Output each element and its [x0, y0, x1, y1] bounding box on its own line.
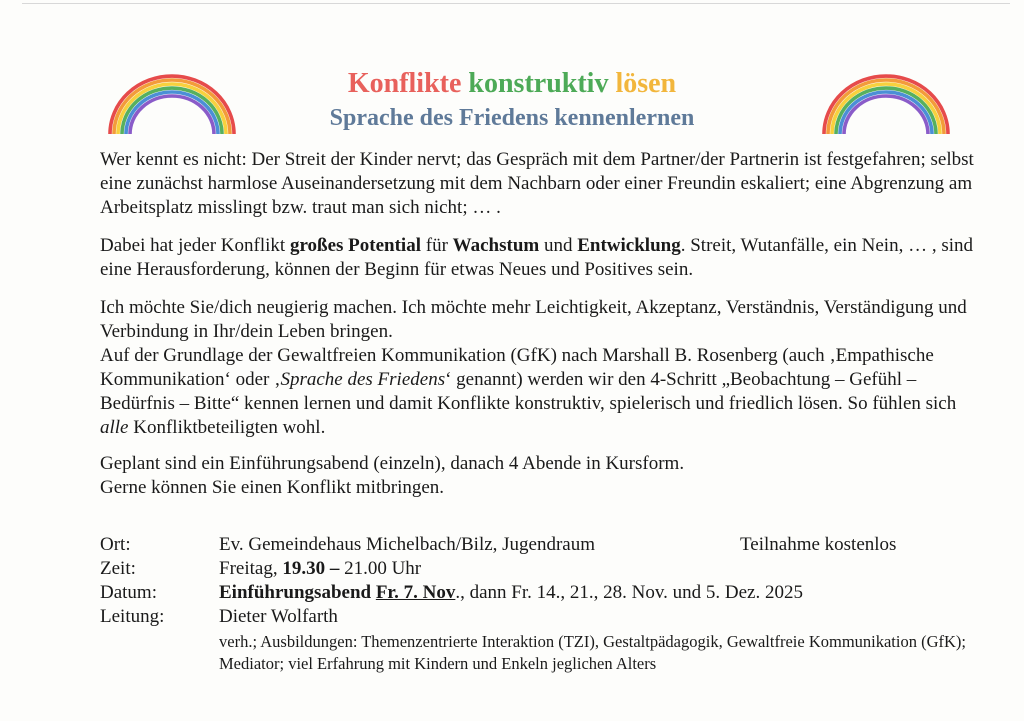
page-edge-line — [22, 3, 1010, 4]
location-value: Ev. Gemeindehaus Michelbach/Bilz, Jugendraum — [219, 534, 596, 555]
date-value — [219, 581, 980, 605]
p2-text-a: Dabei hat jeder Konflikt — [100, 235, 290, 256]
potential-paragraph — [100, 234, 980, 282]
p4-italic-all: alle — [100, 417, 129, 438]
time-value — [219, 557, 980, 581]
p4-italic-peace: Sprache des Friedens — [280, 369, 446, 390]
body-text — [100, 148, 980, 500]
time-day: Freitag, — [219, 558, 283, 579]
intro-evening-label: Einführungsabend — [219, 582, 376, 603]
p2-bold-growth: Wachstum — [452, 235, 540, 256]
location-row — [100, 533, 980, 557]
p4-text-e: Konfliktbeteiligten wohl. — [128, 417, 326, 438]
p4-text-a: Auf der Grundlage der Gewaltfreien Kommunikation (GfK) nach Marshall B. Rosenberg (auch ‚Empathische Kommunikation‘ oder ‚ — [100, 345, 934, 390]
time-label: Zeit: — [100, 558, 136, 579]
location-label: Ort: — [100, 534, 131, 555]
leader-info: verh.; Ausbildungen: Themenzentrierte Interaktion (TZI), Gestaltpädagogik, Gewaltfreie Kommunikation (GfK); Mediator; viel Erfahrung mit Kindern und Enkeln jeglichen Alters — [219, 632, 967, 673]
date-label: Datum: — [100, 582, 157, 603]
time-end: 21.00 Uhr — [344, 558, 422, 579]
page-subtitle: Sprache des Friedens kennenlernen — [329, 105, 695, 131]
p2-text-e: und — [539, 235, 578, 256]
gfk-paragraph — [100, 344, 980, 440]
time-row — [100, 557, 980, 581]
plan-paragraph: Geplant sind ein Einführungsabend (einzeln), danach 4 Abende in Kursform. — [100, 453, 685, 474]
title-word-2: konstruktiv — [468, 68, 609, 99]
bring-conflict-paragraph: Gerne können Sie einen Konflikt mitbringen. — [100, 477, 445, 498]
p2-text-c: für — [421, 235, 453, 256]
title-word-1: Konflikte — [347, 68, 462, 99]
event-details — [100, 533, 980, 675]
curiosity-paragraph: Ich möchte Sie/dich neugierig machen. Ich möchte mehr Leichtigkeit, Akzeptanz, Verständnis, Verständigung und Verbindung in Ihr/dein Leben bringen. — [100, 297, 967, 342]
date-rest: ., dann Fr. 14., 21., 28. Nov. und 5. Dez. 2025 — [455, 582, 803, 603]
rainbow-right-icon — [818, 70, 954, 138]
time-start: 19.30 – — [282, 558, 345, 579]
intro-evening-date: Fr. 7. Nov — [375, 582, 456, 603]
leader-row — [100, 605, 980, 629]
p2-text-g: . Streit, Wutanfälle, ein Nein, … , sind eine Herausforderung, können der Beginn für etwas Neues und Positives sein. — [100, 235, 973, 280]
cost-note: Teilnahme kostenlos — [740, 534, 897, 555]
date-row — [100, 581, 980, 605]
leader-label: Leitung: — [100, 606, 165, 627]
intro-paragraph: Wer kennt es nicht: Der Streit der Kinder nervt; das Gespräch mit dem Partner/der Partnerin ist festgefahren; selbst eine zunächst harmlose Auseinandersetzung mit dem Nachbarn oder einer Freundin eskaliert; eine Abgrenzung am Arbeitsplatz misslingt bzw. traut man sich nicht; … . — [100, 149, 974, 218]
p2-bold-potential: großes Potential — [289, 235, 421, 256]
p4-text-c: ‘ genannt) werden wir den 4-Schritt „Beobachtung – Gefühl – Bedürfnis – Bitte“ kennen lernen und damit Konflikte konstruktiv, spielerisch und friedlich lösen. So fühlen sich — [100, 369, 957, 414]
leader-name: Dieter Wolfarth — [219, 606, 338, 627]
p2-bold-development: Entwicklung — [577, 235, 681, 256]
title-word-3: lösen — [615, 68, 677, 99]
